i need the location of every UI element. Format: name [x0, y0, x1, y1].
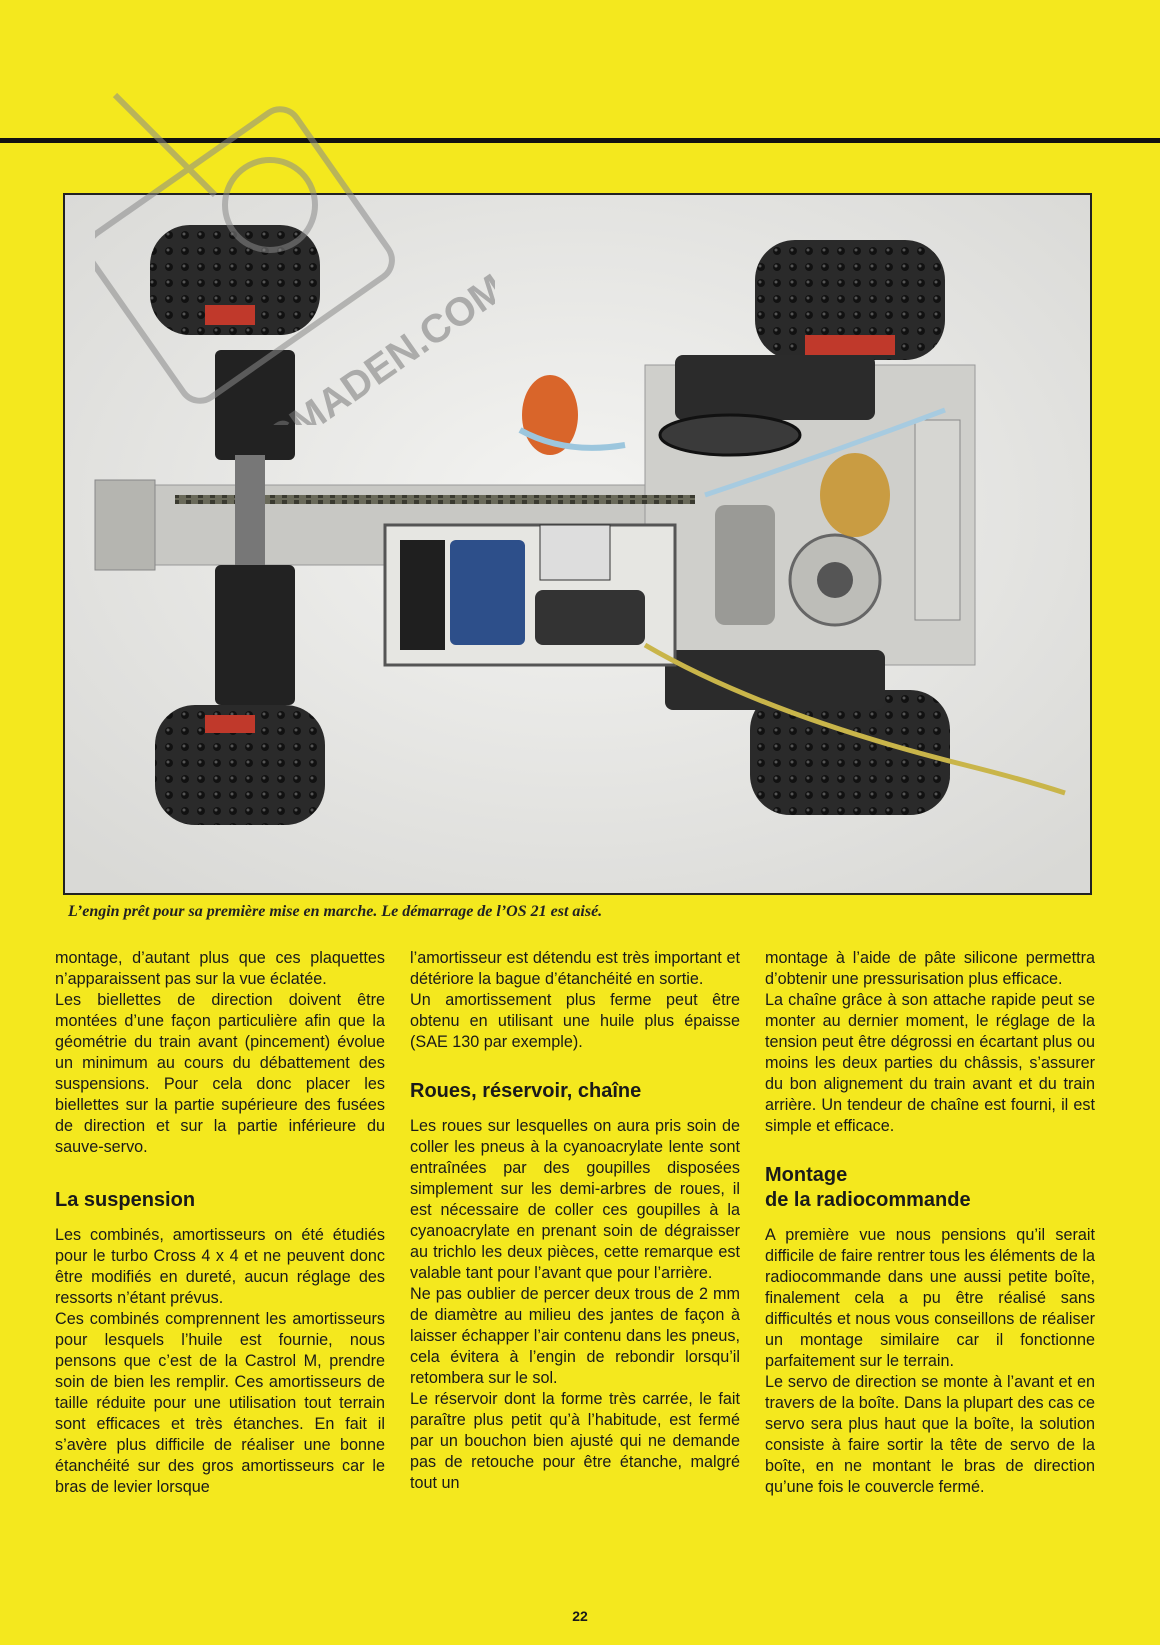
paragraph: Un amortissement plus ferme peut être obtenu en utilisant une huile plus épaisse (SAE 130 par exemple). — [410, 991, 740, 1051]
paragraph: Ces combinés comprennent les amortisseurs pour lesquels l’huile est fournie, nous pensons que c’est de la Castrol M, prendre soin de bien les remplir. Ces amortisseurs de taille réduite pour une utilisation tout terrain sont efficaces et très étanches. En fait il s’avère plus difficile de réaliser une bonne étanchéité sur des gros amortisseurs car le bras de levier lorsque — [55, 1310, 385, 1496]
page-number: 22 — [572, 1608, 588, 1624]
column-2 — [410, 948, 740, 1494]
paragraph: La chaîne grâce à son attache rapide peut se monter au dernier moment, le réglage de la tension peut être dégrossi en écartant plus ou moins les deux parties du châssis, s’assurer du bon alignement du train avant et du train arrière. Un tendeur de chaîne est fourni, il est simple et efficace. — [765, 991, 1095, 1135]
section-heading-montage — [765, 1163, 1095, 1213]
paragraph: montage, d’autant plus que ces plaquettes n’apparaissent pas sur la vue éclatée. — [55, 949, 385, 988]
section-heading-roues: Roues, réservoir, chaîne — [410, 1080, 642, 1102]
paragraph: Les combinés, amortisseurs on été étudiés pour le turbo Cross 4 x 4 et ne peuvent donc être modifiés en dureté, aucun réglage des ressorts n’étant prévus. — [55, 1226, 385, 1307]
paragraph: Ne pas oublier de percer deux trous de 2 mm de diamètre au milieu des jantes de façon à laisser échapper l’air contenu dans les pneus, cela évitera à l’engin de rebondir lorsqu’il retombera sur le sol. — [410, 1285, 740, 1387]
car-photo — [63, 193, 1092, 895]
photo-caption: L’engin prêt pour sa première mise en marche. Le démarrage de l’OS 21 est aisé. — [68, 903, 603, 920]
column-1 — [55, 948, 385, 1498]
paragraph: Le servo de direction se monte à l’avant et en travers de la boîte. Dans la plupart des cas ce servo sera plus haut que la boîte, la solution consiste à faire sortir la tête de servo de la boîte, en ne montant le bras de direction qu’une fois le couvercle fermé. — [765, 1373, 1095, 1496]
section-heading-suspension: La suspension — [55, 1189, 196, 1211]
paragraph: montage à l’aide de pâte silicone permettra d’obtenir une pressurisation plus efficace. — [765, 949, 1095, 988]
heading-line-1: Montage — [765, 1164, 848, 1186]
column-3 — [765, 948, 1095, 1498]
heading-line-2: de la radiocommande — [765, 1189, 971, 1211]
paragraph: A première vue nous pensions qu’il serait difficile de faire rentrer tous les éléments de la radiocommande dans une aussi petite boîte, finalement cela a pu être réalisé sans difficultés et nous vous conseillons de réaliser un montage similaire car il fonctionne parfaitement sur le terrain. — [765, 1226, 1095, 1370]
paragraph: l’amortisseur est détendu est très important et détériore la bague d’étanchéité en sortie. — [410, 949, 740, 988]
top-rule — [0, 138, 1160, 143]
paragraph: Les biellettes de direction doivent être montées d’une façon particulière afin que la géométrie du train avant (pincement) évolue un minimum au cours du débattement des suspensions. Pour cela donc placer les biellettes sur la partie supérieure des fusées de direction et sur la partie inférieure du sauve-servo. — [55, 991, 385, 1156]
paragraph: Le réservoir dont la forme très carrée, le fait paraître plus petit qu’à l’habitude, est fermé par un bouchon bien ajusté qui ne demande pas de retouche pour être étanche, malgré tout un — [410, 1390, 740, 1492]
paragraph: Les roues sur lesquelles on aura pris soin de coller les pneus à la cyanoacrylate lente sont entraînées par des goupilles disposées simplement sur les demi-arbres de roues, il est nécessaire de coller ces goupilles à la cyanoacrylate en prenant soin de dégraisser au trichlo les deux pièces, cette remarque est valable tant pour l’avant que pour l’arrière. — [410, 1117, 740, 1282]
